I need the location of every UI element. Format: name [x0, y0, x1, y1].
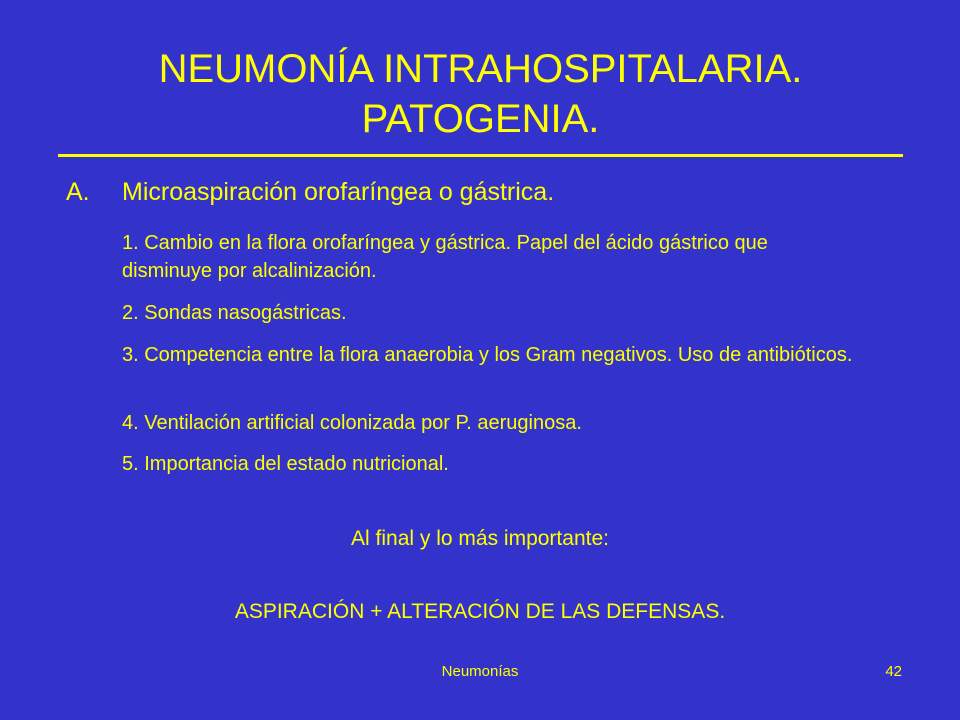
list-item-5: 5. Importancia del estado nutricional.	[122, 453, 449, 475]
title-divider	[58, 154, 903, 157]
section-marker: A.	[66, 178, 90, 206]
list-item-2: 2. Sondas nasogástricas.	[122, 302, 347, 324]
slide-title	[58, 44, 903, 144]
page-number: 42	[885, 663, 902, 680]
title-line-2: PATOGENIA.	[361, 97, 600, 141]
section-text: Microaspiración orofaríngea o gástrica.	[122, 178, 555, 206]
list-item-1: 1. Cambio en la flora orofaríngea y gástrica. Papel del ácido gástrico que disminuye por alcalinización.	[122, 232, 768, 282]
title-line-1: NEUMONÍA INTRAHOSPITALARIA.	[158, 47, 803, 91]
conclusion-intro: Al final y lo más importante:	[351, 527, 609, 550]
footer-label: Neumonías	[441, 663, 519, 680]
list-item-3: 3. Competencia entre la flora anaerobia y los Gram negativos. Uso de antibióticos.	[122, 344, 853, 366]
list-item-4: 4. Ventilación artificial colonizada por P. aeruginosa.	[122, 412, 582, 434]
section-heading	[66, 176, 554, 208]
conclusion-text: ASPIRACIÓN + ALTERACIÓN DE LAS DEFENSAS.	[234, 600, 726, 623]
